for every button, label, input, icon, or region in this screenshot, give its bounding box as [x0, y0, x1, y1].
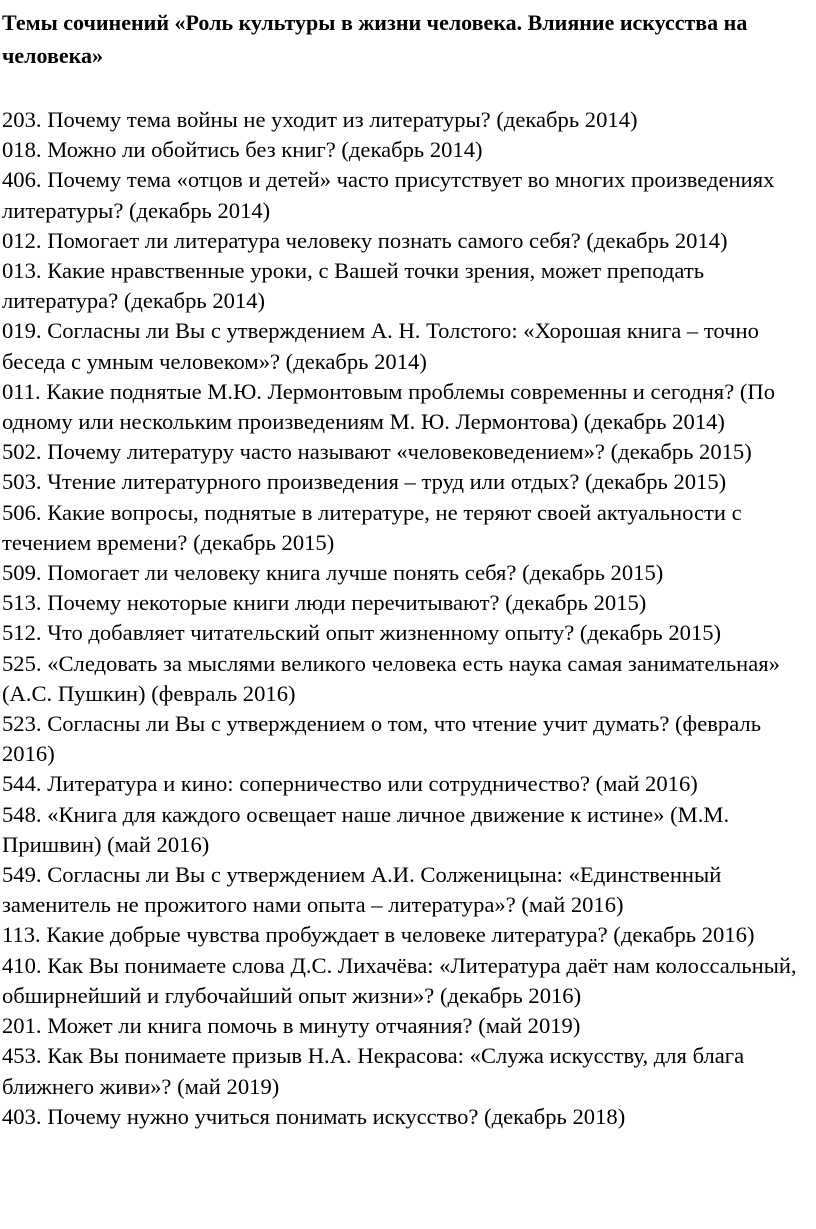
topic-item: 525. «Следовать за мыслями великого человека есть наука самая занимательная» (А.С. Пушкин) (февраль 2016)	[2, 650, 780, 706]
topic-item: 523. Согласны ли Вы с утверждением о том, что чтение учит думать? (февраль 2016)	[2, 711, 761, 767]
topic-item: 201. Может ли книга помочь в минуту отчаяния? (май 2019)	[2, 1013, 581, 1039]
topic-item: 406. Почему тема «отцов и детей» часто присутствует во многих произведениях литературы? (декабрь 2014)	[2, 167, 775, 223]
topic-item: 506. Какие вопросы, поднятые в литературе, не теряют своей актуальности с течением времени? (декабрь 2015)	[2, 499, 742, 555]
topic-item: 503. Чтение литературного произведения – труд или отдых? (декабрь 2015)	[2, 469, 727, 495]
topic-item: 512. Что добавляет читательский опыт жизненному опыту? (декабрь 2015)	[2, 620, 722, 646]
topic-item: 548. «Книга для каждого освещает наше личное движение к истине» (М.М. Пришвин) (май 2016)	[2, 801, 730, 857]
document-title: Темы сочинений «Роль культуры в жизни человека. Влияние искусства на человека»	[2, 10, 748, 68]
topic-item: 544. Литература и кино: соперничество или сотрудничество? (май 2016)	[2, 771, 698, 797]
topic-item: 453. Как Вы понимаете призыв Н.А. Некрасова: «Служа искусству, для блага ближнего живи»? (май 2019)	[2, 1043, 745, 1099]
topic-item: 013. Какие нравственные уроки, с Вашей точки зрения, может преподать литература? (декабрь 2014)	[2, 258, 705, 314]
topic-item: 113. Какие добрые чувства пробуждает в человеке литература? (декабрь 2016)	[2, 922, 755, 948]
topic-item: 513. Почему некоторые книги люди перечитывают? (декабрь 2015)	[2, 590, 647, 616]
topic-item: 018. Можно ли обойтись без книг? (декабрь 2014)	[2, 137, 483, 163]
blank-line	[2, 72, 810, 105]
topic-item: 203. Почему тема войны не уходит из литературы? (декабрь 2014)	[2, 107, 638, 132]
topic-item: 509. Помогает ли человеку книга лучше понять себя? (декабрь 2015)	[2, 560, 664, 586]
topic-item: 403. Почему нужно учиться понимать искусство? (декабрь 2018)	[2, 1103, 626, 1129]
topic-list	[2, 105, 810, 1132]
topic-item: 410. Как Вы понимаете слова Д.С. Лихачёва: «Литература даёт нам колоссальный, обширнейший и глубочайший опыт жизни»? (декабрь 2016)	[2, 952, 797, 1008]
topic-item: 012. Помогает ли литература человеку познать самого себя? (декабрь 2014)	[2, 227, 728, 253]
topic-item: 019. Согласны ли Вы с утверждением А. Н. Толстого: «Хорошая книга – точно беседа с умным человеком»? (декабрь 2014)	[2, 318, 759, 374]
topic-item: 502. Почему литературу часто называют «человековедением»? (декабрь 2015)	[2, 439, 752, 465]
topic-item: 549. Согласны ли Вы с утверждением А.И. Солженицына: «Единственный заменитель не прожитого нами опыта – литература»? (май 2016)	[2, 862, 722, 918]
topic-item: 011. Какие поднятые М.Ю. Лермонтовым проблемы современны и сегодня? (По одному или нескольким произведениям М. Ю. Лермонтова) (декабрь 2014)	[2, 378, 776, 435]
